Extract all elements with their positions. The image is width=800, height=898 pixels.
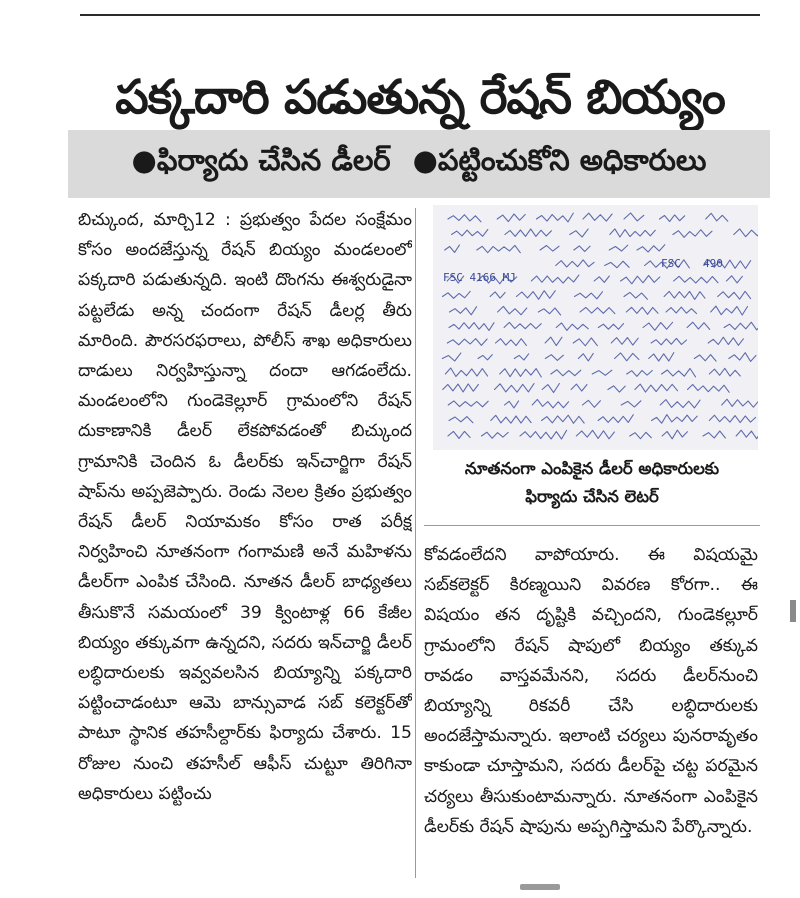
page-bottom-mark (520, 884, 560, 890)
letter-paper (433, 205, 758, 450)
handwritten-number: 490 (703, 257, 723, 270)
photo-caption: నూతనంగా ఎంపికైన డీలర్ అధికారులకు ఫిర్యాదు చేసిన లెటర్ (464, 459, 720, 506)
column-divider (415, 208, 416, 878)
handwritten-fsc-label: FSC (661, 257, 681, 270)
handwritten-fsc-code: FSC 4166 MJ (443, 271, 516, 284)
article-body-left-column: బిచ్కుంద, మార్చి12 : ప్రభుత్వం పేదల సంక్షేమం కోసం అందజేస్తున్న రేషన్ బియ్యం మండలంలో పక్కదారి పడుతున్నది. ఇంటి దొంగను ఈశ్వరుడైనా పట్టలేడు అన్న చందంగా రేషన్ డీలర్ల తీరు మారింది. పౌరసరఫరాలు, పోలీస్ శాఖ అధికారులు దాడులు నిర్వహిస్తున్నా దందా ఆగడంలేదు. మండలంలోని గుండెకెల్లూర్ గ్రామంలోని రేషన్ దుకాణానికి డీలర్ లేకపోవడంతో బిచ్కుంద గ్రామానికి చెందిన ఓ డీలర్‌కు ఇన్‌చార్జిగా రేషన్ షాప్‌ను అప్పజెప్పారు. రెండు నెలల క్రితం ప్రభుత్వం రేషన్ డీలర్ నియామకం కోసం రాత పరీక్ష నిర్వహించి నూతనంగా గంగామణి అనే మహిళను డీలర్‌గా ఎంపిక చేసింది. నూతన డీలర్ బాధ్యతలు తీసుకొనే సమయంలో 39 క్వింటాళ్ల 66 కేజీల బియ్యం తక్కువగా ఉన్నదని, సదరు ఇన్‌చార్జి డీలర్ లబ్ధిదారులకు ఇవ్వవలసిన బియ్యాన్ని పక్కదారి పట్టించాడంటూ ఆమె బాన్సువాడ సబ్ కలెక్టర్‌తో పాటూ స్థానిక తహసీల్దార్‌కు ఫిర్యాదు చేశారు. 15 రోజుల నుంచి తహసీల్ ఆఫీస్ చుట్టూ తిరిగినా అధికారులు పట్టించు (78, 210, 412, 804)
headline: పక్కదారి పడుతున్న రేషన్ బియ్యం (115, 70, 725, 126)
caption-divider (424, 525, 760, 526)
complaint-letter-photo (433, 205, 758, 450)
subheadline-bar (68, 130, 770, 198)
article-body-right-column: కోవడంలేదని వాపోయారు. ఈ విషయమై సబ్‌కలెక్టర్ కిరణ్మయిని వివరణ కోరగా.. ఈ విషయం తన దృష్టికి వచ్చిందని, గుండెకల్లూర్ గ్రామంలోని రేషన్ షాపులో బియ్యం తక్కువ రావడం వాస్తవమేనని, సదరు డీలర్‌నుంచి బియ్యాన్ని రికవరీ చేసి లబ్ధిదారులకు అందజేస్తామన్నారు. ఇలాంటి చర్యలు పునరావృతం కాకుండా చూస్తామని, సదరు డీలర్‌పై చట్ట పరమైన చర్యలు తీసుకుంటామన్నారు. నూతనంగా ఎంపికైన డీలర్‌కు రేషన్ షాపును అప్పగిస్తామని పేర్కొన్నారు. (424, 545, 758, 837)
page-edge-mark (790, 600, 796, 622)
subhead-dealer-complained: ●ఫిర్యాదు చేసిన డీలర్ (131, 143, 391, 177)
top-rule (80, 14, 760, 16)
subhead-officials-ignore: ●పట్టించుకోని అధికారులు (412, 143, 707, 177)
handwritten-letter-image (433, 205, 758, 450)
